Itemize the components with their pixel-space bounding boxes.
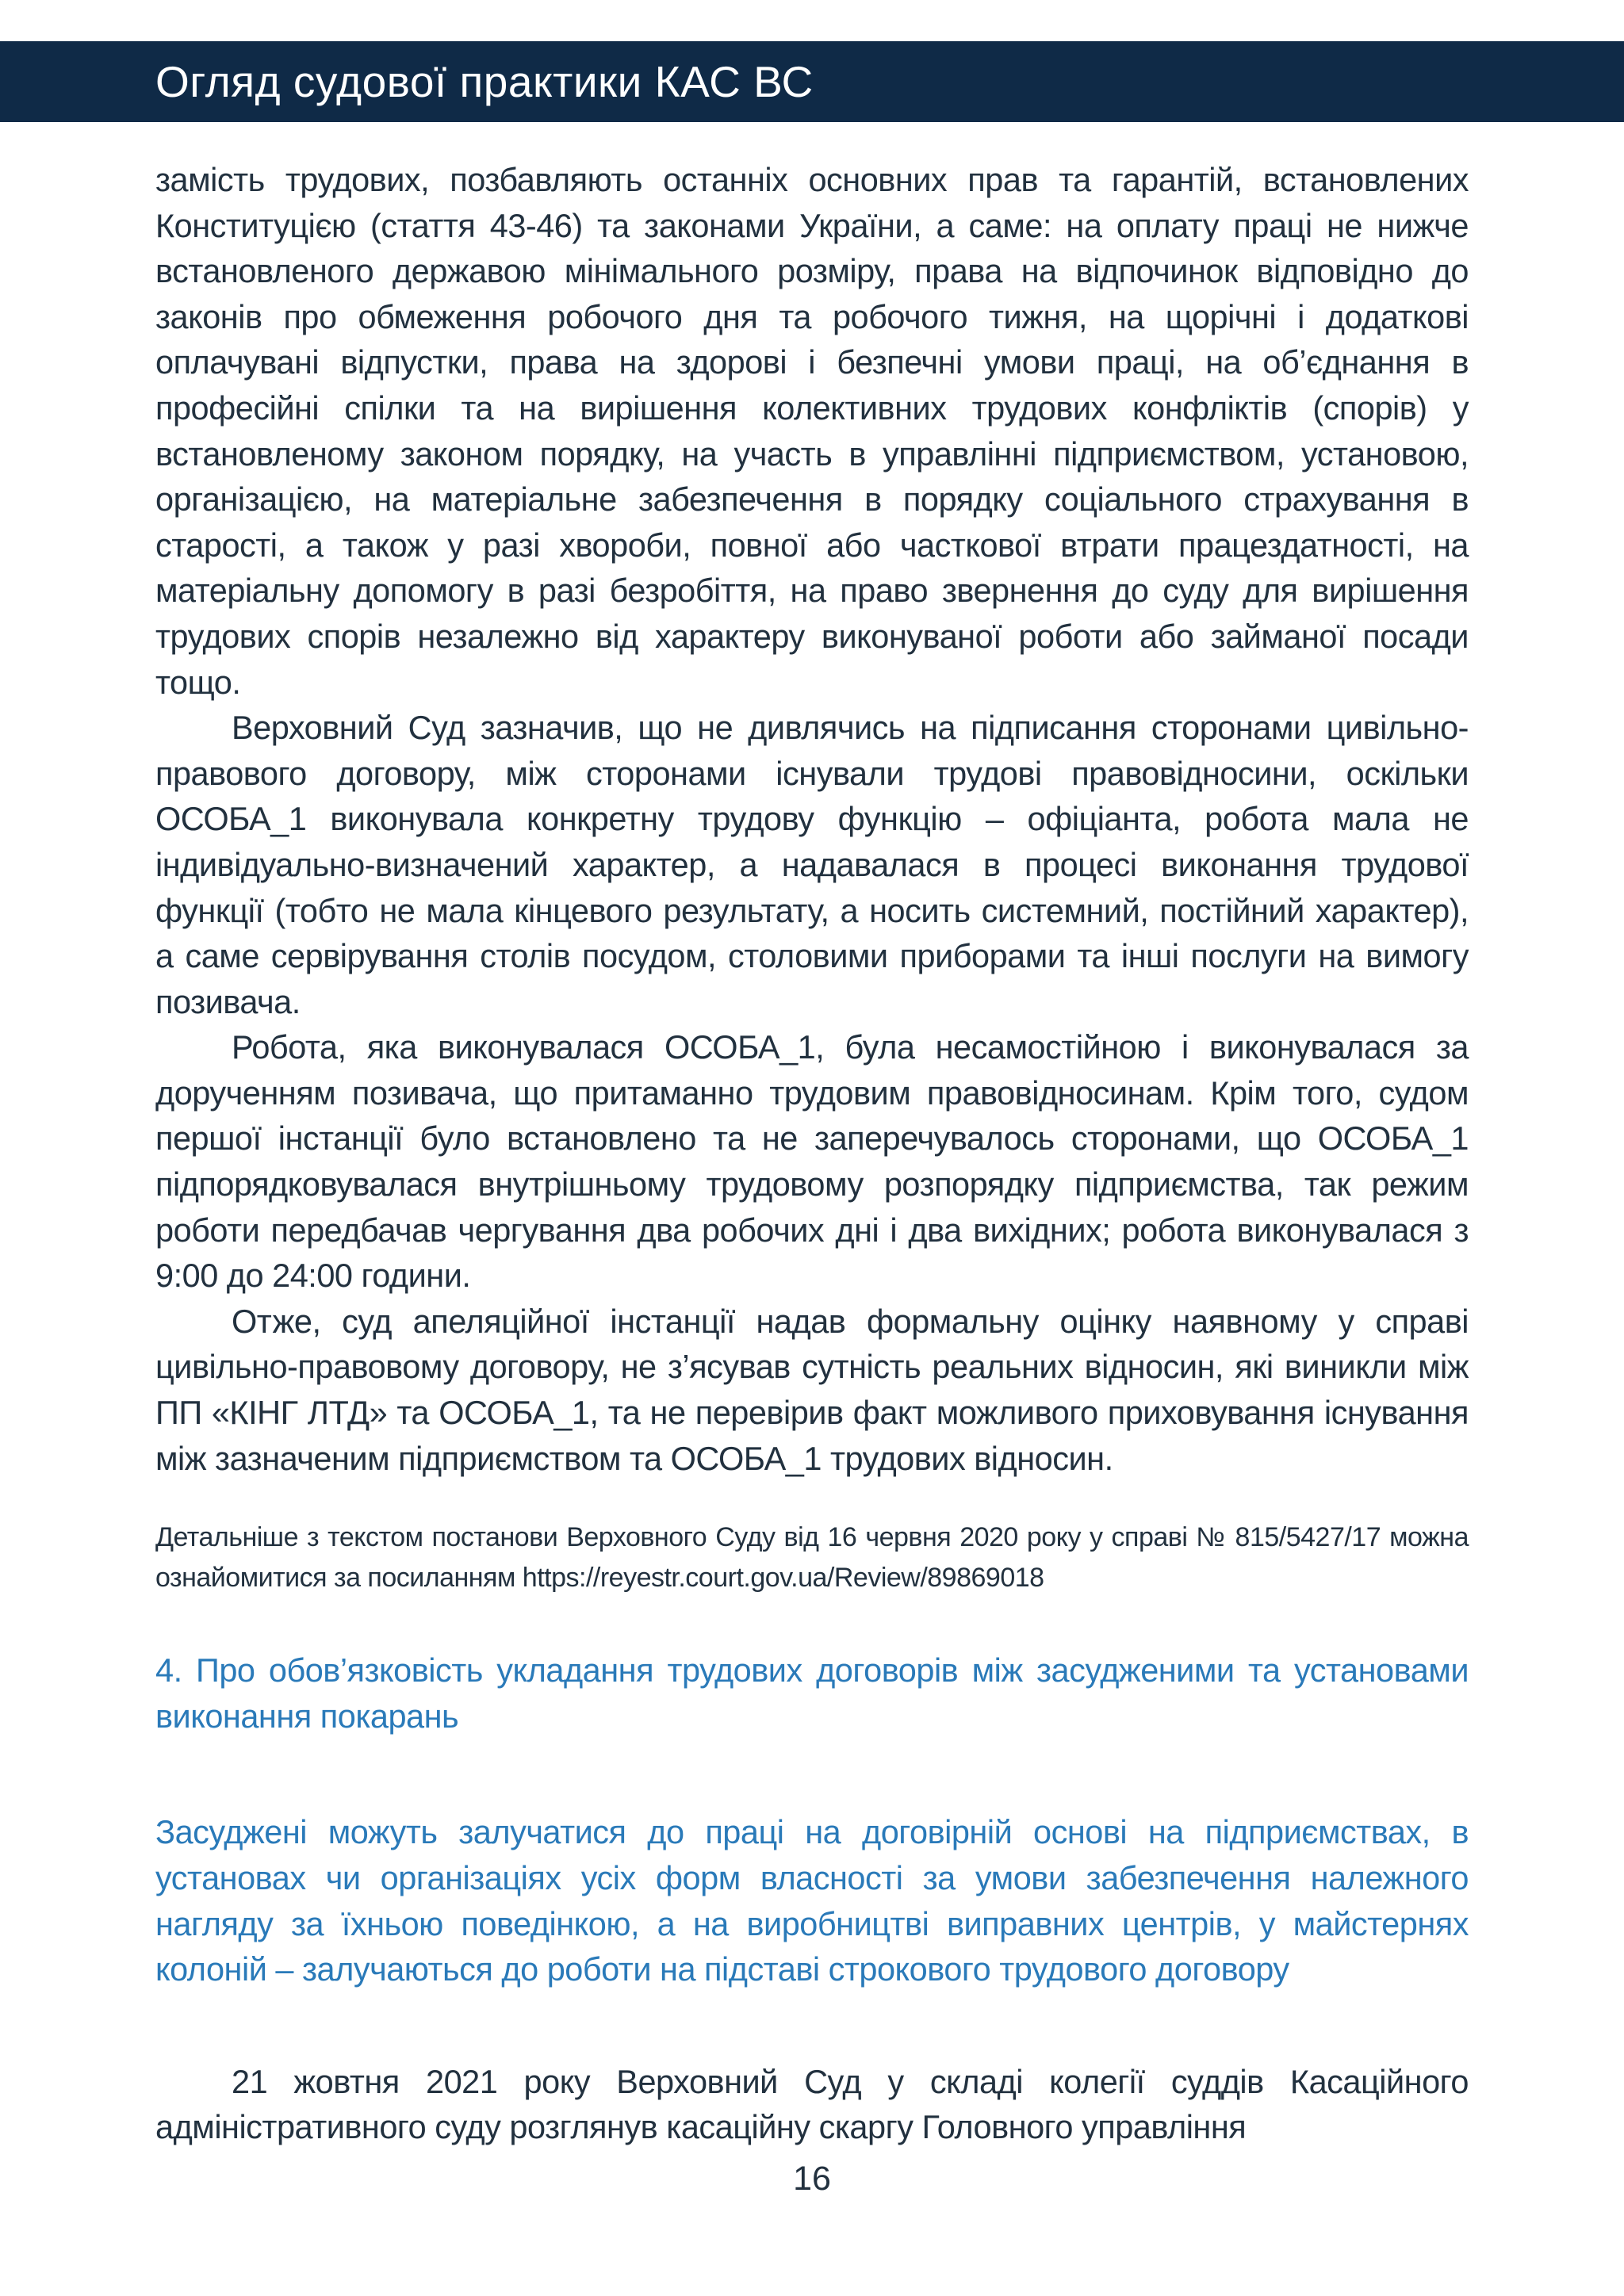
document-title: Огляд судової практики КАС ВС — [155, 57, 814, 106]
paragraph-continuation: замість трудових, позбавляють останніх основних прав та гарантій, встановлених Конституцією (стаття 43-46) та законами України, а саме: на оплату праці не нижче встановленого державою мінімального розміру, права на відпочинок відповідно до законів про обмеження робочого дня та робочого тижня, на щорічні і додаткові оплачувані відпустки, права на здорові і безпечні умови праці, на об’єднання в професійні спілки та на вирішення колективних трудових конфліктів (спорів) у встановленому законом порядку, на участь в управлінні підприємством, установою, організацією, на матеріальне забезпечення в порядку соціального страхування в старості, а також у разі хвороби, повної або часткової втрати працездатності, на матеріальну допомогу в разі безробіття, на право звернення до суду для вирішення трудових спорів незалежно від характеру виконуваної роботи або займаної посади тощо. — [155, 161, 1469, 701]
page-content — [155, 157, 1469, 2150]
paragraph-court-noted: Верховний Суд зазначив, що не дивлячись на підписання сторонами цивільно-правового договору, між сторонами існували трудові правовідносини, оскільки ОСОБА_1 виконувала конкретну трудову функцію – офіціанта, робота мала не індивідуально-визначений характер, а надавалася в процесі виконання трудової функції (тобто не мала кінцевого результату, а носить системний, постійний характер), а саме сервірування столів посудом, столовими приборами та інші послуги на вимогу позивача. — [155, 709, 1469, 1020]
paragraph-case-intro: 21 жовтня 2021 року Верховний Суд у складі колегії суддів Касаційного адміністративного суду розглянув касаційну скаргу Головного управління — [155, 2062, 1469, 2146]
section-heading: 4. Про обов’язковість укладання трудових договорів між засудженими та установами виконання покарань — [155, 1651, 1469, 1735]
paragraph-work-performed: Робота, яка виконувалася ОСОБА_1, була несамостійною і виконувалася за дорученням позивача, що притаманно трудовим правовідносинам. Крім того, судом першої інстанції було встановлено та не заперечувалось сторонами, що ОСОБА_1 підпорядковувалася внутрішньому трудовому розпорядку підприємства, так режим роботи передбачав чергування два робочих дні і два вихідних; робота виконувалася з 9:00 до 24:00 години. — [155, 1028, 1469, 1295]
reference-note: Детальніше з текстом постанови Верховного Суду від 16 червня 2020 року у справі № 815/5427/17 можна ознайомитися за посиланням https://reyestr.court.gov.ua/Review/89869018 — [155, 1522, 1469, 1594]
header-bar — [0, 41, 1624, 122]
paragraph-conclusion: Отже, суд апеляційної інстанції надав формальну оцінку наявному у справі цивільно-правовому договору, не з’ясував сутність реальних відносин, які виникли між ПП «КІНГ ЛТД» та ОСОБА_1, та не перевірив факт можливого приховування існування між зазначеним підприємством та ОСОБА_1 трудових відносин. — [155, 1302, 1469, 1477]
page-number: 16 — [793, 2160, 831, 2198]
section-lead: Засуджені можуть залучатися до праці на договірній основі на підприємствах, в установах чи організаціях усіх форм власності за умови забезпечення належного нагляду за їхньою поведінкою, а на виробництві виправних центрів, у майстернях колоній – залучаються до роботи на підставі строкового трудового договору — [155, 1813, 1469, 1988]
